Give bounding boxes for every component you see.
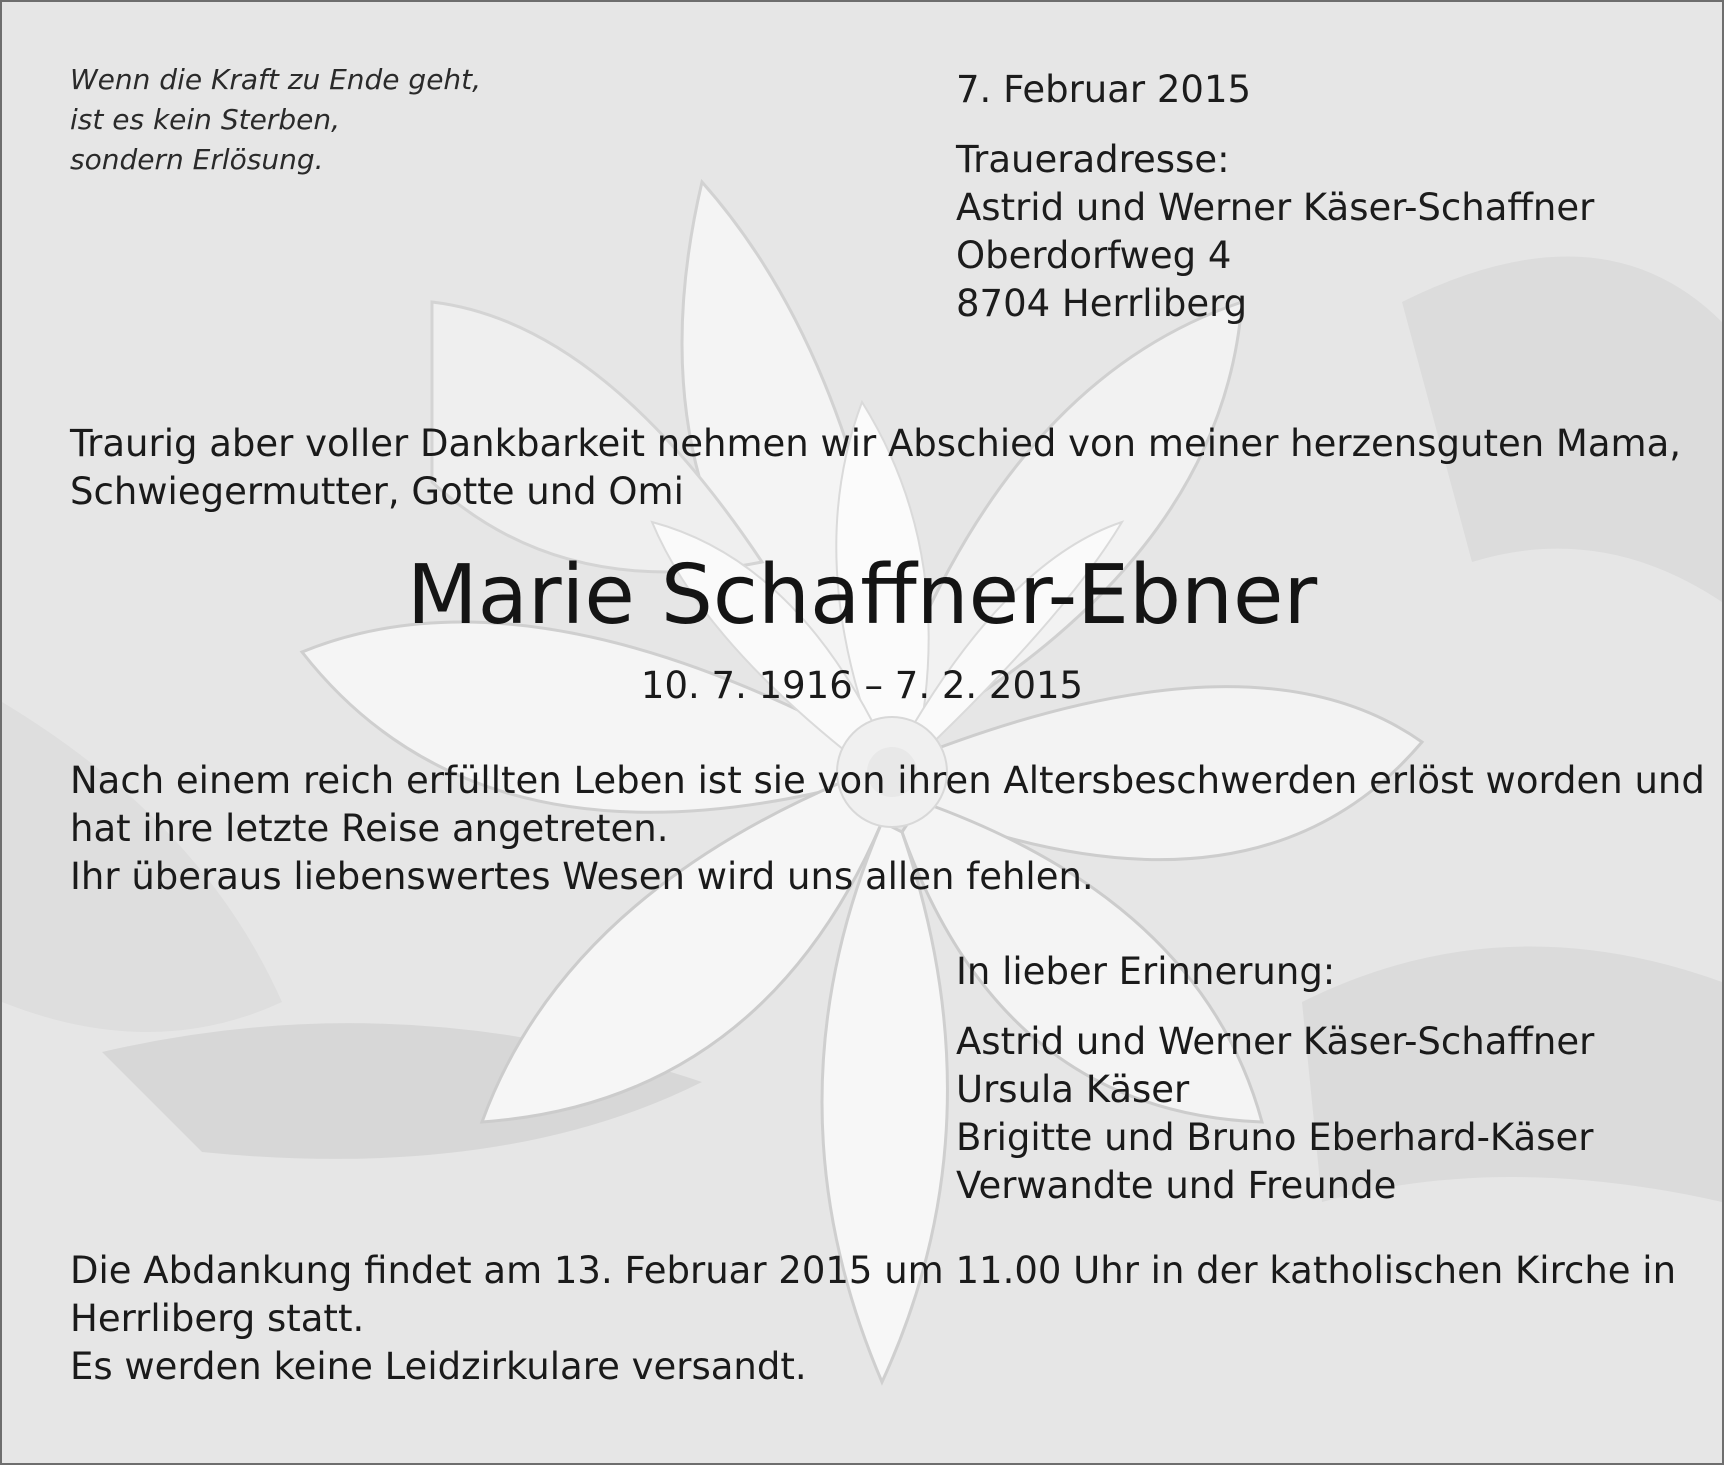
motto-line: Wenn die Kraft zu Ende geht,	[70, 63, 482, 96]
notice-date: 7. Februar 2015	[956, 68, 1252, 111]
mourner-name: Astrid und Werner Käser-Schaffner	[956, 1020, 1595, 1063]
header-block	[956, 66, 1594, 328]
motto-line: sondern Erlösung.	[70, 143, 324, 176]
mourner-name: Brigitte und Bruno Eberhard-Käser	[956, 1116, 1594, 1159]
address-line: Astrid und Werner Käser-Schaffner	[956, 186, 1595, 229]
mourner-name: Verwandte und Freunde	[956, 1164, 1397, 1207]
address-line: Oberdorfweg 4	[956, 234, 1232, 277]
closing-line: Herrliberg statt.	[70, 1297, 365, 1340]
motto-line: ist es kein Sterben,	[70, 103, 340, 136]
body-line: hat ihre letzte Reise angetreten.	[70, 807, 669, 850]
life-dates: 10. 7. 1916 – 7. 2. 2015	[640, 664, 1084, 707]
address-line: 8704 Herrliberg	[956, 282, 1248, 325]
closing-line: Es werden keine Leidzirkulare versandt.	[70, 1345, 807, 1388]
mourners-block	[956, 948, 1594, 1210]
closing-line: Die Abdankung findet am 13. Februar 2015 um 11.00 Uhr in der katholischen Kirche in	[70, 1249, 1677, 1292]
mourners-title: In lieber Erinnerung:	[956, 950, 1336, 993]
mourner-name: Ursula Käser	[956, 1068, 1190, 1111]
body-line: Nach einem reich erfüllten Leben ist sie von ihren Altersbeschwerden erlöst worden und	[70, 759, 1705, 802]
address-label: Traueradresse:	[956, 138, 1230, 181]
motto-verse	[70, 60, 481, 180]
intro-line: Traurig aber voller Dankbarkeit nehmen wir Abschied von meiner herzensguten Mama,	[70, 422, 1681, 465]
body-line: Ihr überaus liebenswertes Wesen wird uns allen fehlen.	[70, 855, 1094, 898]
closing-text	[70, 1247, 1676, 1391]
intro-line: Schwiegermutter, Gotte und Omi	[70, 470, 684, 513]
body-text	[70, 757, 1705, 901]
deceased-name: Marie Schaffner-Ebner	[406, 548, 1318, 643]
intro-text	[70, 420, 1681, 516]
